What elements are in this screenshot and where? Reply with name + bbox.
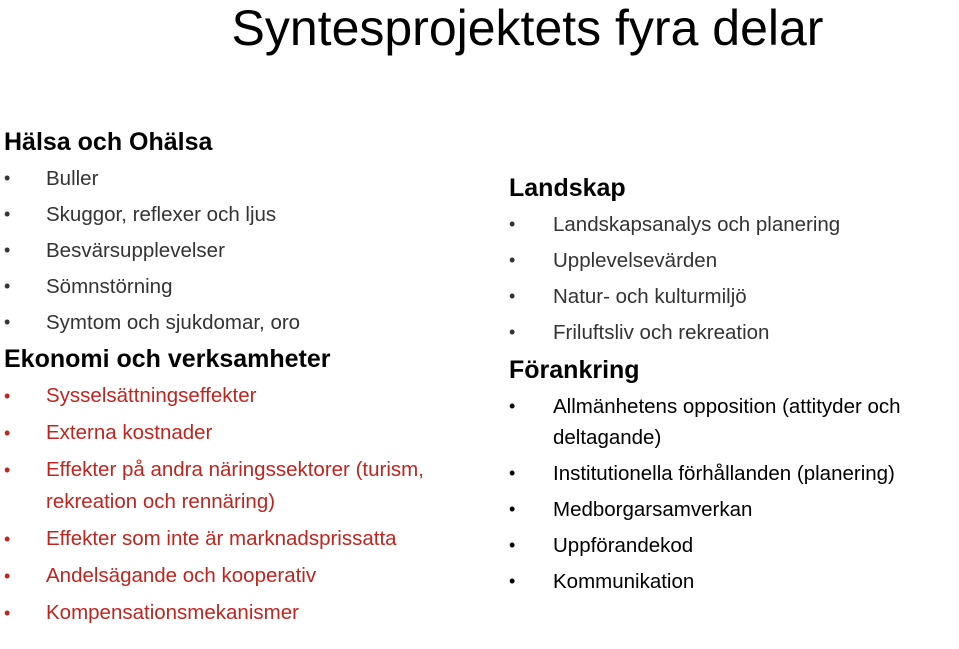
section-heading-halsa: Hälsa och Ohälsa — [4, 128, 213, 156]
bullet-icon — [4, 163, 14, 194]
bullet-icon — [4, 380, 14, 411]
bullet-icon — [509, 494, 519, 525]
list-item: • Buller — [4, 163, 494, 194]
bullet-icon — [509, 530, 519, 561]
bullet-icon — [4, 271, 14, 302]
list-item: • Effekter på andra näringssektorer (turism, rekreation och rennäring) — [4, 454, 476, 518]
forankring-list — [509, 391, 959, 597]
list-item: • Institutionella förhållanden (planering) — [509, 458, 959, 489]
halsa-list — [4, 163, 494, 338]
list-item: • Upplevelsevärden — [509, 245, 959, 276]
ekonomi-list — [4, 380, 494, 629]
bullet-icon — [509, 566, 519, 597]
left-column — [4, 126, 494, 634]
bullet-icon — [509, 281, 519, 312]
bullet-icon — [509, 209, 519, 240]
list-item: • Friluftsliv och rekreation — [509, 317, 959, 348]
bullet-icon — [4, 560, 14, 591]
list-item: • Andelsägande och kooperativ — [4, 560, 494, 592]
section-heading-ekonomi: Ekonomi och verksamheter — [4, 345, 331, 373]
list-item: • Sysselsättningseffekter — [4, 380, 494, 412]
section-heading-forankring: Förankring — [509, 356, 640, 384]
list-item: • Kommunikation — [509, 566, 959, 597]
list-item: • Uppförandekod — [509, 530, 959, 561]
bullet-icon — [509, 391, 519, 422]
list-item: • Externa kostnader — [4, 417, 494, 449]
list-item: • Landskapsanalys och planering — [509, 209, 959, 240]
slide-title: Syntesprojektets fyra delar — [231, 0, 824, 56]
section-heading-landskap: Landskap — [509, 174, 626, 202]
list-item: • Sömnstörning — [4, 271, 494, 302]
bullet-icon — [509, 317, 519, 348]
bullet-icon — [4, 597, 14, 628]
right-column — [509, 172, 959, 602]
bullet-icon — [4, 523, 14, 554]
list-item: • Symtom och sjukdomar, oro — [4, 307, 494, 338]
list-item: • Allmänhetens opposition (attityder och deltagande) — [509, 391, 959, 453]
list-item: • Natur- och kulturmiljö — [509, 281, 959, 312]
list-item: • Medborgarsamverkan — [509, 494, 959, 525]
bullet-icon — [509, 245, 519, 276]
list-item: • Skuggor, reflexer och ljus — [4, 199, 494, 230]
list-item: • Kompensationsmekanismer — [4, 597, 494, 629]
bullet-icon — [4, 307, 14, 338]
bullet-icon — [4, 199, 14, 230]
list-item: • Effekter som inte är marknadsprissatta — [4, 523, 494, 555]
bullet-icon — [4, 454, 14, 485]
list-item: • Besvärsupplevelser — [4, 235, 494, 266]
landskap-list — [509, 209, 959, 348]
bullet-icon — [4, 417, 14, 448]
bullet-icon — [4, 235, 14, 266]
bullet-icon — [509, 458, 519, 489]
